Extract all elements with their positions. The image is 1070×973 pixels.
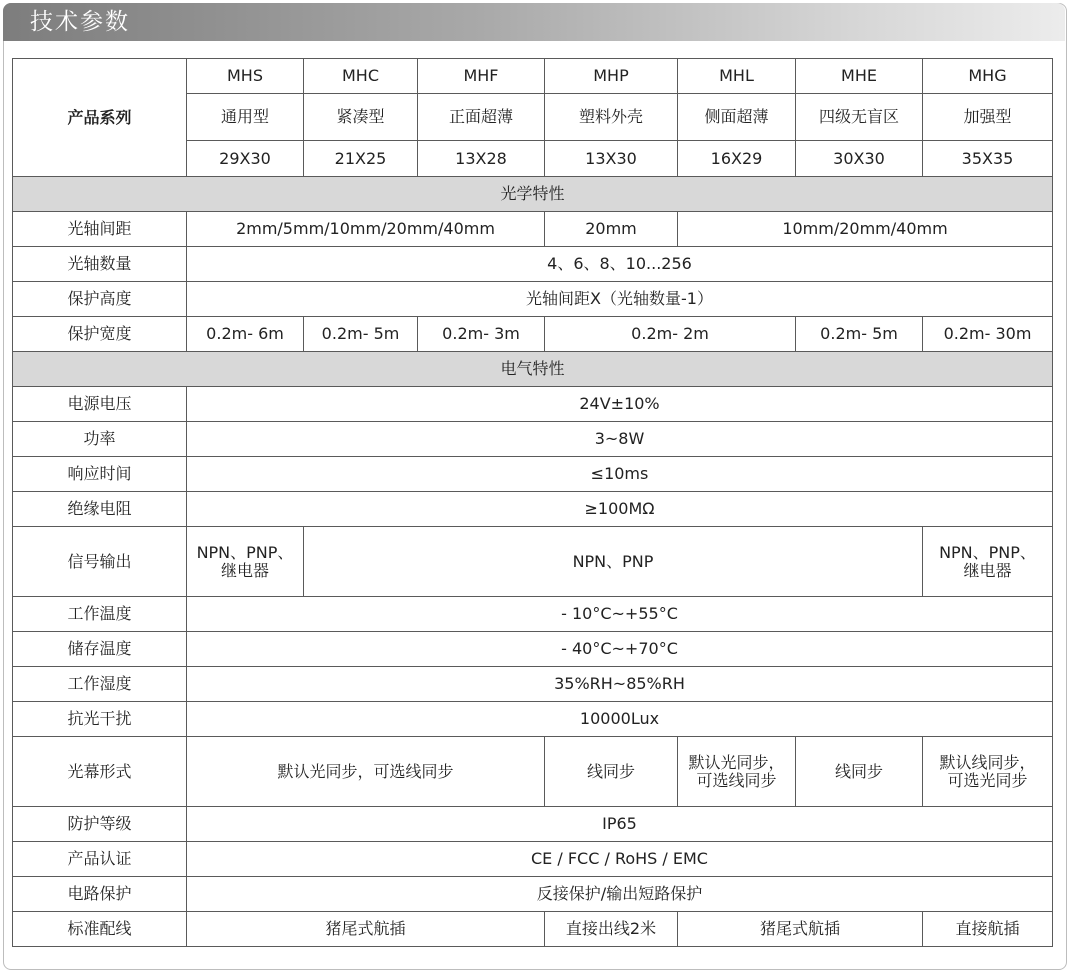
model-code: MHS bbox=[187, 59, 304, 94]
param-value: 0.2m- 2m bbox=[545, 317, 796, 352]
param-value: 光轴间距X（光轴数量-1） bbox=[187, 282, 1053, 317]
value-line: 继电器 bbox=[963, 560, 1012, 580]
param-label: 产品认证 bbox=[13, 842, 187, 877]
value-line: 可选线同步 bbox=[696, 770, 777, 790]
model-size: 16X29 bbox=[678, 141, 796, 177]
param-value bbox=[187, 527, 304, 597]
param-value: ≤10ms bbox=[187, 457, 1053, 492]
section-title-electrical: 电气特性 bbox=[13, 352, 1053, 387]
param-label: 电源电压 bbox=[13, 387, 187, 422]
table-row bbox=[13, 247, 1053, 282]
table-row bbox=[13, 807, 1053, 842]
param-value: 10000Lux bbox=[187, 702, 1053, 737]
table-row bbox=[13, 702, 1053, 737]
model-size: 30X30 bbox=[796, 141, 923, 177]
section-title-optical: 光学特性 bbox=[13, 177, 1053, 212]
value-line: 默认光同步， bbox=[688, 752, 785, 772]
param-label: 工作温度 bbox=[13, 597, 187, 632]
model-code: MHG bbox=[923, 59, 1053, 94]
section-header bbox=[3, 3, 1065, 41]
param-value: 20mm bbox=[545, 212, 678, 247]
param-value bbox=[923, 737, 1053, 807]
table-row bbox=[13, 492, 1053, 527]
param-label: 电路保护 bbox=[13, 877, 187, 912]
param-label: 标准配线 bbox=[13, 912, 187, 947]
model-code: MHF bbox=[418, 59, 545, 94]
param-value: 默认光同步，可选线同步 bbox=[187, 737, 545, 807]
spec-table bbox=[12, 58, 1053, 947]
section-row bbox=[13, 352, 1053, 387]
param-label: 保护宽度 bbox=[13, 317, 187, 352]
value-line: 可选光同步 bbox=[947, 770, 1028, 790]
table-row bbox=[13, 457, 1053, 492]
value-line: 默认线同步， bbox=[939, 752, 1036, 772]
param-label: 工作湿度 bbox=[13, 667, 187, 702]
table-row bbox=[13, 597, 1053, 632]
param-value: 3~8W bbox=[187, 422, 1053, 457]
table-row bbox=[13, 912, 1053, 947]
section-row bbox=[13, 177, 1053, 212]
param-value: - 10°C~+55°C bbox=[187, 597, 1053, 632]
param-value: 直接航插 bbox=[923, 912, 1053, 947]
param-value: NPN、PNP bbox=[304, 527, 923, 597]
param-value bbox=[923, 527, 1053, 597]
param-value: 0.2m- 3m bbox=[418, 317, 545, 352]
param-value: 10mm/20mm/40mm bbox=[678, 212, 1053, 247]
param-value: 0.2m- 5m bbox=[796, 317, 923, 352]
table-row bbox=[13, 667, 1053, 702]
param-label: 防护等级 bbox=[13, 807, 187, 842]
param-label: 光幕形式 bbox=[13, 737, 187, 807]
model-type: 加强型 bbox=[923, 94, 1053, 141]
param-value: CE / FCC / RoHS / EMC bbox=[187, 842, 1053, 877]
param-value: 24V±10% bbox=[187, 387, 1053, 422]
param-label: 光轴间距 bbox=[13, 212, 187, 247]
model-size: 35X35 bbox=[923, 141, 1053, 177]
value-line: NPN、PNP、 bbox=[196, 542, 294, 562]
model-type: 正面超薄 bbox=[418, 94, 545, 141]
model-code: MHP bbox=[545, 59, 678, 94]
model-code: MHL bbox=[678, 59, 796, 94]
param-value: - 40°C~+70°C bbox=[187, 632, 1053, 667]
row-label: 产品系列 bbox=[13, 59, 187, 177]
param-value: 线同步 bbox=[796, 737, 923, 807]
table-row bbox=[13, 387, 1053, 422]
table-row bbox=[13, 422, 1053, 457]
param-label: 光轴数量 bbox=[13, 247, 187, 282]
model-type: 侧面超薄 bbox=[678, 94, 796, 141]
param-label: 功率 bbox=[13, 422, 187, 457]
model-size: 13X28 bbox=[418, 141, 545, 177]
table-row bbox=[13, 212, 1053, 247]
model-type: 四级无盲区 bbox=[796, 94, 923, 141]
param-value: 线同步 bbox=[545, 737, 678, 807]
value-line: NPN、PNP、 bbox=[939, 542, 1036, 562]
table-row bbox=[13, 877, 1053, 912]
table-row bbox=[13, 59, 1053, 94]
model-type: 通用型 bbox=[187, 94, 304, 141]
param-value: 2mm/5mm/10mm/20mm/40mm bbox=[187, 212, 545, 247]
param-value: ≥100MΩ bbox=[187, 492, 1053, 527]
param-value: 猪尾式航插 bbox=[187, 912, 545, 947]
model-size: 29X30 bbox=[187, 141, 304, 177]
param-value: 0.2m- 6m bbox=[187, 317, 304, 352]
table-row bbox=[13, 632, 1053, 667]
table-row bbox=[13, 527, 1053, 597]
param-value: 35%RH~85%RH bbox=[187, 667, 1053, 702]
param-label: 保护高度 bbox=[13, 282, 187, 317]
model-code: MHC bbox=[304, 59, 418, 94]
param-value: 4、6、8、10...256 bbox=[187, 247, 1053, 282]
table-row bbox=[13, 317, 1053, 352]
param-value: 0.2m- 30m bbox=[923, 317, 1053, 352]
model-size: 13X30 bbox=[545, 141, 678, 177]
param-value: 猪尾式航插 bbox=[678, 912, 923, 947]
param-label: 绝缘电阻 bbox=[13, 492, 187, 527]
param-value: 直接出线2米 bbox=[545, 912, 678, 947]
model-type: 紧凑型 bbox=[304, 94, 418, 141]
table-row bbox=[13, 737, 1053, 807]
param-value bbox=[678, 737, 796, 807]
param-value: 0.2m- 5m bbox=[304, 317, 418, 352]
param-label: 储存温度 bbox=[13, 632, 187, 667]
param-label: 信号输出 bbox=[13, 527, 187, 597]
model-type: 塑料外壳 bbox=[545, 94, 678, 141]
table-row bbox=[13, 282, 1053, 317]
header-title: 技术参数 bbox=[30, 9, 130, 35]
param-value: 反接保护/输出短路保护 bbox=[187, 877, 1053, 912]
value-line: 继电器 bbox=[220, 560, 269, 580]
model-code: MHE bbox=[796, 59, 923, 94]
param-label: 响应时间 bbox=[13, 457, 187, 492]
table-row bbox=[13, 842, 1053, 877]
param-label: 抗光干扰 bbox=[13, 702, 187, 737]
model-size: 21X25 bbox=[304, 141, 418, 177]
param-value: IP65 bbox=[187, 807, 1053, 842]
